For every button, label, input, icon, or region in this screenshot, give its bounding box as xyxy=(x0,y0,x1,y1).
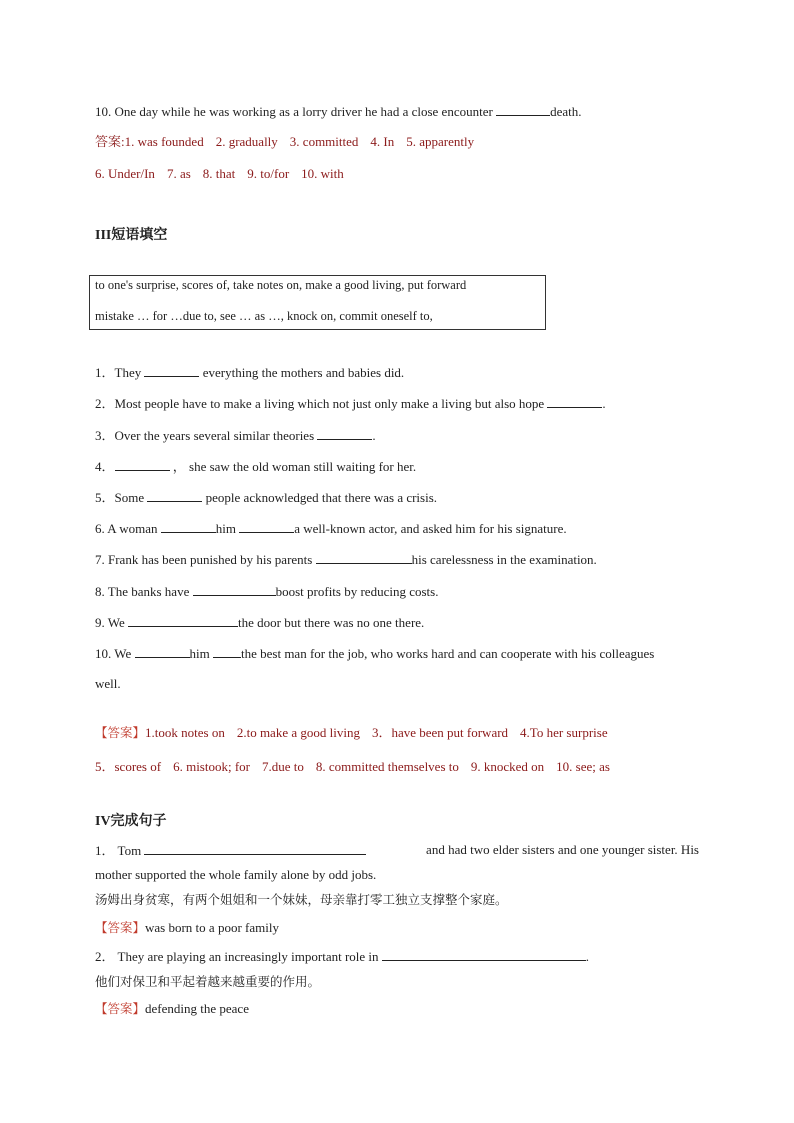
answer-blank[interactable] xyxy=(161,520,216,533)
answer-item: 2. gradually xyxy=(215,134,278,149)
answer-item: 6. mistook; for xyxy=(173,759,250,774)
answer-blank[interactable] xyxy=(316,551,412,564)
question-text-after: boost profits by reducing costs. xyxy=(275,584,439,599)
answer-key-label: 【答案】 xyxy=(95,1001,146,1016)
question-number: 1． xyxy=(95,365,115,380)
question-text-mid: him xyxy=(215,521,236,536)
answer-item: 1.took notes on xyxy=(145,725,225,740)
answer-item: 5. apparently xyxy=(406,134,475,149)
phrase-bank-line-2: mistake … for …due to, see … as …, knock on, commit oneself to, xyxy=(95,309,433,323)
answer-blank[interactable] xyxy=(147,489,202,502)
question-number: 10. xyxy=(95,104,112,119)
question-6 xyxy=(95,520,567,537)
question-7 xyxy=(95,551,597,568)
answer-item: 6. Under/In xyxy=(95,166,155,181)
exercise-q10 xyxy=(95,103,581,120)
question-8 xyxy=(95,583,438,600)
answer-blank[interactable] xyxy=(496,103,550,116)
question-10 xyxy=(95,645,654,662)
question-text-before: Tom xyxy=(117,843,142,858)
answer-item: 3. committed xyxy=(289,134,359,149)
sentence-1-translation: 汤姆出身贫寒，有两个姐姐和一个妹妹，母亲靠打零工独立支撑整个家庭。 xyxy=(95,892,508,907)
question-2 xyxy=(95,395,606,412)
answer-item: 2.to make a good living xyxy=(236,725,360,740)
answer-blank[interactable] xyxy=(382,948,586,961)
question-text-before: The banks have xyxy=(107,584,190,599)
question-9 xyxy=(95,614,424,631)
answer-item: defending the peace xyxy=(145,1001,249,1016)
question-number: 9. xyxy=(95,615,105,630)
sentence-2 xyxy=(95,948,589,965)
question-text-after: the door but there was no one there. xyxy=(238,615,425,630)
question-number: 7. xyxy=(95,552,105,567)
question-3 xyxy=(95,427,376,444)
phrase-bank-box xyxy=(89,275,546,330)
question-4 xyxy=(95,458,416,475)
question-text-after: . xyxy=(602,396,606,411)
question-text-mid: him xyxy=(189,646,210,661)
sentence-1 xyxy=(95,842,699,859)
answer-item: 9. knocked on xyxy=(470,759,545,774)
section-heading-sentences: IV完成句子 xyxy=(95,814,167,829)
answer-item: 7. as xyxy=(166,166,191,181)
question-text-before: A woman xyxy=(107,521,158,536)
question-text-before: Frank has been punished by his parents xyxy=(108,552,313,567)
question-text-before: We xyxy=(107,615,125,630)
answer-key-row-1 xyxy=(95,725,608,741)
answer-item: 4.To her surprise xyxy=(520,725,608,740)
question-number: 10. xyxy=(95,646,112,661)
question-number: 8. xyxy=(95,584,105,599)
answer-item: 7.due to xyxy=(262,759,304,774)
question-text-after: a well-known actor, and asked him for his signature. xyxy=(294,521,567,536)
question-1 xyxy=(95,364,404,381)
question-10-continued: well. xyxy=(95,676,121,691)
answer-item: was born to a poor family xyxy=(145,920,279,935)
answer-item: 1. was founded xyxy=(124,134,204,149)
answer-key-label: 【答案】 xyxy=(95,920,146,935)
sentence-1-answer xyxy=(95,920,279,936)
answer-blank[interactable] xyxy=(213,645,241,658)
question-text-before: One day while he was working as a lorry driver he had a close encounter xyxy=(114,104,493,119)
answer-key-label: 答案: xyxy=(95,134,125,149)
question-text-after: the best man for the job, who works hard and can cooperate with his colleagues xyxy=(241,646,655,661)
answer-key-label: 【答案】 xyxy=(95,725,146,740)
question-number: 6. xyxy=(95,521,105,536)
question-text-before: We xyxy=(114,646,132,661)
section-heading-phrases: III短语填空 xyxy=(95,228,168,243)
answer-blank[interactable] xyxy=(135,645,190,658)
question-text-before: Over the years several similar theories xyxy=(114,428,315,443)
answer-item: 3．have been put forward xyxy=(371,725,509,740)
question-5 xyxy=(95,489,437,506)
question-text-after: . xyxy=(372,428,376,443)
answer-item: 8. committed themselves to xyxy=(315,759,459,774)
question-text-before: Most people have to make a living which not just only make a living but also hope xyxy=(114,396,545,411)
question-text-after: death. xyxy=(550,104,582,119)
question-text-before: Some xyxy=(114,490,145,505)
answer-key-row-2 xyxy=(95,166,344,182)
question-text-after: his carelessness in the examination. xyxy=(411,552,597,567)
question-text-after: everything the mothers and babies did. xyxy=(202,365,405,380)
question-text-after: . xyxy=(585,949,590,964)
answer-blank[interactable] xyxy=(128,614,238,627)
question-number: 1． xyxy=(95,843,115,858)
answer-item: 10. see; as xyxy=(556,759,610,774)
sentence-2-translation: 他们对保卫和平起着越来越重要的作用。 xyxy=(95,974,321,989)
phrase-bank-line-1: to one's surprise, scores of, take notes on, make a good living, put forward xyxy=(95,278,467,292)
question-number: 2． xyxy=(95,949,115,964)
question-text-after: and had two elder sisters and one younger sister. His xyxy=(426,842,699,857)
question-number: 4． xyxy=(95,459,115,474)
question-number: 2． xyxy=(95,396,115,411)
answer-blank[interactable] xyxy=(144,842,366,855)
answer-blank[interactable] xyxy=(547,395,602,408)
sentence-1-continued: mother supported the whole family alone by odd jobs. xyxy=(95,867,377,882)
question-text-before: They are playing an increasingly important role in xyxy=(117,949,379,964)
answer-item: 5．scores of xyxy=(95,759,162,774)
question-text-after: ， she saw the old woman still waiting for her. xyxy=(172,459,417,474)
answer-blank[interactable] xyxy=(317,427,372,440)
answer-item: 4. In xyxy=(370,134,395,149)
question-text-before: They xyxy=(114,365,142,380)
answer-blank[interactable] xyxy=(115,458,170,471)
sentence-2-answer xyxy=(95,1001,249,1017)
question-number: 5． xyxy=(95,490,115,505)
answer-blank[interactable] xyxy=(144,364,199,377)
question-text-after: people acknowledged that there was a crisis. xyxy=(205,490,438,505)
answer-item: 9. to/for xyxy=(247,166,290,181)
answer-item: 10. with xyxy=(301,166,344,181)
answer-item: 8. that xyxy=(202,166,236,181)
question-number: 3． xyxy=(95,428,115,443)
answer-key-row-1 xyxy=(95,134,474,150)
answer-blank[interactable] xyxy=(239,520,294,533)
answer-blank[interactable] xyxy=(193,583,276,596)
answer-key-row-2 xyxy=(95,759,610,775)
